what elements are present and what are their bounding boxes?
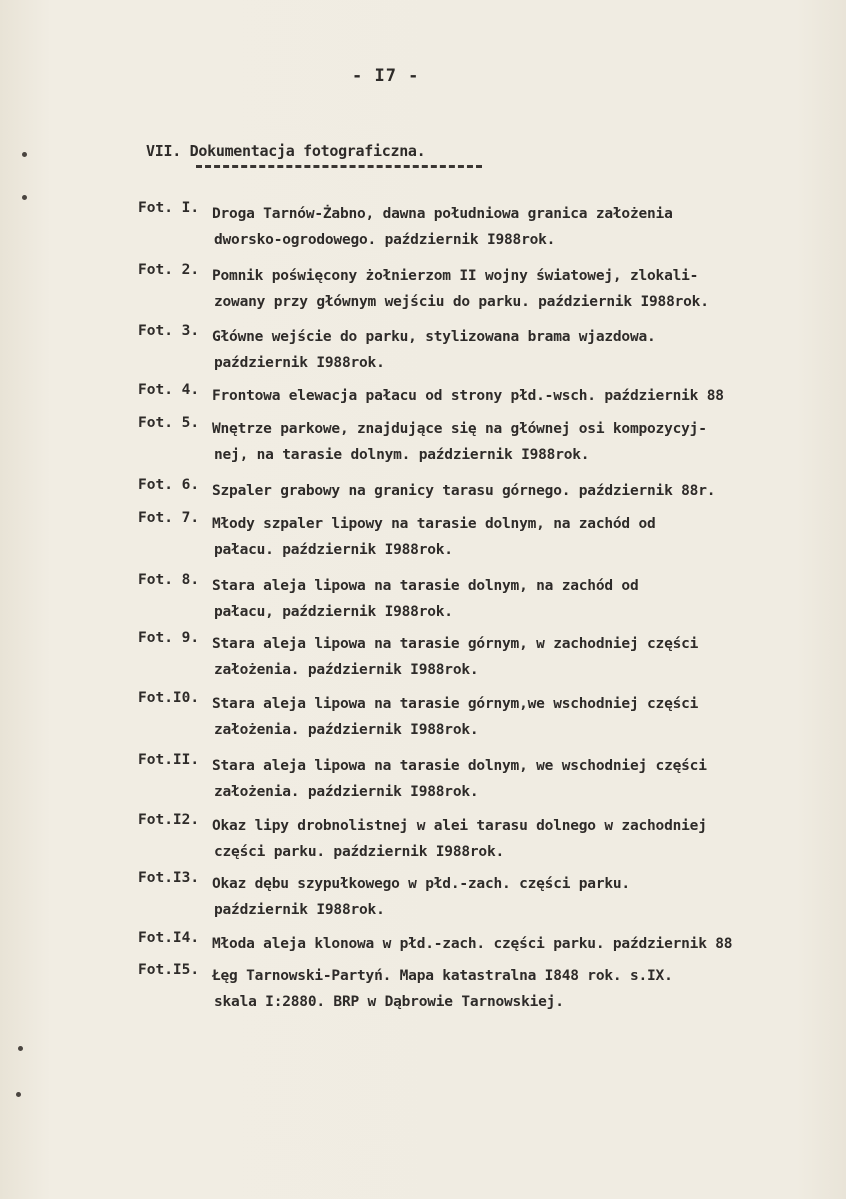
title-underline — [196, 165, 482, 168]
entry-line: pałacu. październik I988rok. — [214, 542, 453, 558]
entry-line: Stara aleja lipowa na tarasie górnym, w zachodniej części — [212, 636, 699, 652]
entry-line: założenia. październik I988rok. — [214, 722, 479, 738]
photo-label: Fot. 9. — [138, 630, 200, 646]
entry-line: założenia. październik I988rok. — [214, 784, 479, 800]
entry-line: pałacu, październik I988rok. — [214, 604, 453, 620]
page-number: - I7 - — [352, 66, 420, 86]
photo-label: Fot. 6. — [138, 477, 200, 493]
entry-line: Młoda aleja klonowa w płd.-zach. części parku. październik 88 — [212, 936, 733, 952]
entry-line: Frontowa elewacja pałacu od strony płd.-wsch. październik 88 — [212, 388, 724, 404]
photo-label: Fot. I. — [138, 200, 200, 216]
photo-label: Fot. 8. — [138, 572, 200, 588]
photo-label: Fot.I3. — [138, 870, 200, 886]
entry-line: Stara aleja lipowa na tarasie dolnym, we wschodniej części — [212, 758, 707, 774]
photo-label: Fot. 3. — [138, 323, 200, 339]
entry-line: Droga Tarnów-Żabno, dawna południowa granica założenia — [212, 206, 673, 222]
entry-line: Stara aleja lipowa na tarasie górnym,we wschodniej części — [212, 696, 699, 712]
entry-line: Stara aleja lipowa na tarasie dolnym, na zachód od — [212, 578, 639, 594]
entry-line: zowany przy głównym wejściu do parku. październik I988rok. — [214, 294, 709, 310]
entry-line: Okaz dębu szypułkowego w płd.-zach. części parku. — [212, 876, 630, 892]
photo-label: Fot.I2. — [138, 812, 200, 828]
punch-hole — [16, 1092, 21, 1097]
entry-line: nej, na tarasie dolnym. październik I988rok. — [214, 447, 590, 463]
photo-label: Fot. 5. — [138, 415, 200, 431]
entry-line: październik I988rok. — [214, 902, 385, 918]
photo-label: Fot. 4. — [138, 382, 200, 398]
entry-line: Pomnik poświęcony żołnierzom II wojny światowej, zlokali- — [212, 268, 699, 284]
photo-label: Fot.II. — [138, 752, 200, 768]
photo-label: Fot.I0. — [138, 690, 200, 706]
entry-line: Łęg Tarnowski-Partyń. Mapa katastralna I848 rok. s.IX. — [212, 968, 673, 984]
entry-line: części parku. październik I988rok. — [214, 844, 505, 860]
section-title: VII. Dokumentacja fotograficzna. — [146, 142, 426, 160]
entry-line: Główne wejście do parku, stylizowana brama wjazdowa. — [212, 329, 656, 345]
photo-label: Fot.I5. — [138, 962, 200, 978]
punch-hole — [22, 152, 27, 157]
entry-line: skala I:2880. BRP w Dąbrowie Tarnowskiej. — [214, 994, 564, 1010]
entry-line: październik I988rok. — [214, 355, 385, 371]
entry-line: dworsko-ogrodowego. październik I988rok. — [214, 232, 556, 248]
entry-line: założenia. październik I988rok. — [214, 662, 479, 678]
punch-hole — [18, 1046, 23, 1051]
entry-line: Szpaler grabowy na granicy tarasu górnego. październik 88r. — [212, 483, 716, 499]
photo-label: Fot.I4. — [138, 930, 200, 946]
entry-line: Okaz lipy drobnolistnej w alei tarasu dolnego w zachodniej — [212, 818, 707, 834]
entry-line: Wnętrze parkowe, znajdujące się na głównej osi kompozycyj- — [212, 421, 707, 437]
photo-label: Fot. 7. — [138, 510, 200, 526]
punch-hole — [22, 195, 27, 200]
photo-label: Fot. 2. — [138, 262, 200, 278]
entry-line: Młody szpaler lipowy na tarasie dolnym, na zachód od — [212, 516, 656, 532]
